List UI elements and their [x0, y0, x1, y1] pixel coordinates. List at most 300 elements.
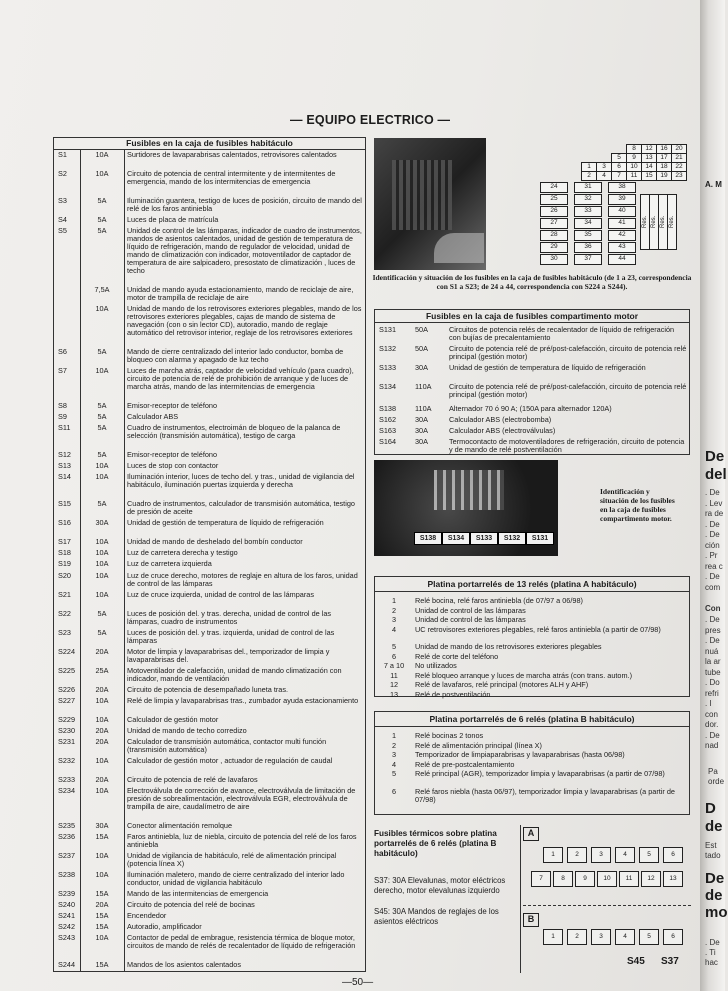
fuse-row	[54, 591, 365, 607]
fuse-id: S17	[58, 537, 71, 547]
fuse-number: 26	[540, 206, 568, 217]
fuse-description: Unidad de mando de los retrovisores exteriores plegables, mando de los retrovisores exteriores plegables, cajas de mando de sistema de navegación (con o sin lector CD), autoradio, mando de reglaje automático del retrovisor interior, reglaje de los retrovisores exteriores	[127, 304, 362, 338]
relay-number: 7 a 10	[383, 661, 405, 670]
relay-description: Relé bocinas 2 tonos	[415, 731, 484, 740]
relay-b-table	[374, 711, 690, 815]
fuse-id: S163	[379, 426, 397, 435]
relay-description: Unidad de mando de los retrovisores exteriores plegables	[415, 642, 602, 651]
relay-slot-a: 7	[531, 871, 551, 887]
fuse-id: S13	[58, 461, 71, 471]
fuse-id: S231	[58, 736, 76, 746]
motor-fuse-label: S133	[470, 532, 498, 545]
fuse-number: 24	[540, 182, 568, 193]
fuse-number: 41	[608, 218, 636, 229]
relay-slot-a: 13	[663, 871, 683, 887]
fuse-id: S2	[58, 169, 67, 178]
fuse-row	[54, 610, 365, 626]
fuse-amperage: 30A	[415, 415, 428, 424]
fuse-id: S235	[58, 820, 76, 830]
fuse-number: 36	[574, 242, 602, 253]
relay-slot-a: 1	[543, 847, 563, 863]
fuse-description: Circuitos de potencia relés de recalentador de líquido de refrigeración con bujías de precalentamiento	[449, 325, 675, 342]
fuse-number: 3	[596, 162, 612, 172]
fuse-id: S14	[58, 472, 71, 482]
relay-number: 1	[391, 596, 397, 605]
fuse-description: Circuito de potencia del relé de bocinas	[127, 899, 255, 909]
fuse-description: Surtidores de lavaparabrisas calentados, retrovisores calentados	[127, 150, 337, 159]
fuse-description: Calculador ABS	[127, 412, 179, 422]
fuse-description: Luces de posición del. y tras. izquierda, unidad de control de las lámparas	[127, 627, 335, 645]
fuse-amperage: 20A	[95, 899, 109, 909]
fuse-description: Calculador de gestión motor , actuador de regulación de caudal	[127, 755, 333, 765]
fuse-amperage: 5A	[97, 226, 107, 236]
next-page-line: com	[705, 582, 721, 592]
relay-number: 12	[389, 680, 399, 689]
relay-description: Temporizador de limpiaparabrisas y lavaparabrisas (hasta 06/98)	[415, 750, 625, 759]
fuse-id: S22	[58, 608, 71, 618]
fuse-description: Calculador ABS (electroválvulas)	[449, 426, 556, 435]
relay-slot-a: 12	[641, 871, 661, 887]
fuse-id: S21	[58, 589, 71, 599]
next-page-line: . De	[705, 636, 720, 645]
fuse-description: Circuito de potencia de desempañado luneta tras.	[127, 684, 289, 694]
fuse-description: Circuito de potencia relé de pré/post-calefacción, circuito de potencia relé principal (gestión motor)	[449, 382, 687, 399]
relay-slot-a: 8	[553, 871, 573, 887]
fuse-row	[54, 216, 365, 224]
fuse-amperage: 110A	[415, 404, 432, 413]
fuse-amperage: 15A	[95, 960, 109, 969]
fuse-amperage: 30A	[415, 363, 428, 372]
fuse-number: 20	[671, 144, 687, 154]
fuse-number: 2	[581, 171, 597, 181]
fuse-amperage: 5A	[97, 450, 107, 460]
fuse-number: 38	[608, 182, 636, 193]
fuse-number: 7	[611, 171, 627, 181]
fuse-id: S6	[58, 347, 67, 357]
next-page-line: . De	[705, 519, 720, 529]
fuse-row	[54, 424, 365, 448]
fuse-amperage: 5A	[97, 215, 107, 225]
reserve-slot: Res.	[649, 194, 659, 250]
relay-description: Relé faros niebla (hasta 06/97), temporizador limpia y lavaparabrisas (a partir de 07/98)	[415, 786, 675, 804]
fuse-id: S233	[58, 774, 76, 784]
relay-slot-b: 2	[567, 929, 587, 945]
fuse-row	[54, 686, 365, 694]
next-page-line: . Do	[705, 678, 720, 687]
fuse-row	[54, 716, 365, 724]
fuse-row	[54, 727, 365, 735]
fuse-row	[54, 197, 365, 213]
relay-description: Unidad de control de las lámparas	[415, 615, 526, 624]
cabin-fuse-table-header: Fusibles en la caja de fusibles habitáculo	[54, 138, 365, 150]
fuse-amperage: 110A	[415, 382, 432, 391]
fuse-row	[54, 560, 365, 568]
fuse-number: 13	[641, 153, 657, 163]
next-page-line: . De	[705, 488, 720, 497]
fuse-id: S132	[379, 344, 397, 353]
fuse-amperage: 5A	[97, 423, 107, 433]
relay-number: 3	[391, 750, 397, 759]
fuse-number: 22	[671, 162, 687, 172]
motor-fuse-label: S134	[442, 532, 470, 545]
next-page-line: . De	[705, 938, 720, 947]
fuse-description: Calculador de gestión motor	[127, 714, 219, 724]
fuse-amperage: 10A	[95, 714, 109, 724]
motor-fuse-label: S131	[526, 532, 554, 545]
next-page-line: ción	[705, 540, 720, 550]
fuse-amperage: 25A	[95, 665, 109, 675]
next-page-heading: de	[705, 887, 723, 904]
fuse-description: Calculador ABS (electrobomba)	[449, 415, 552, 424]
fuse-amperage: 7,5A	[94, 285, 110, 295]
next-page-line: nad	[705, 741, 719, 750]
fuse-number: 12	[641, 144, 657, 154]
fuse-id: S9	[58, 412, 67, 422]
fuse-amperage: 10A	[95, 850, 109, 860]
fusebox-caption: Identificación y situación de los fusibles en la caja de fusibles habitáculo (de 1 a 23, correspondencia con S1 a S23; de 24 a 44, correspondencia con S224 a S244).	[372, 273, 692, 291]
fuse-number: 39	[608, 194, 636, 205]
next-page-line: . De	[705, 530, 720, 539]
fuse-number: 34	[574, 218, 602, 229]
thermal-line: S37: 30A Elevalunas, motor eléctricos derecho, motor elevalunas izquierdo	[374, 876, 506, 895]
fuse-id: S15	[58, 499, 71, 509]
fuse-description: Circuito de potencia de central intermitente y de intermitentes de emergencia, mando de los intermitencias de emergencia	[127, 169, 336, 186]
fuse-amperage: 30A	[95, 820, 109, 830]
next-page-line: la ar	[705, 657, 721, 666]
fuse-number: 17	[656, 153, 672, 163]
fuse-id: S226	[58, 684, 76, 694]
fuse-row	[54, 402, 365, 410]
fuse-row	[54, 519, 365, 535]
fuse-amperage: 10A	[95, 933, 109, 942]
next-page-line: dor.	[705, 720, 719, 729]
fuse-amperage: 10A	[95, 150, 109, 159]
fuse-row	[54, 413, 365, 421]
fuse-number: 43	[608, 242, 636, 253]
fuse-number: 42	[608, 230, 636, 241]
next-page-heading: De	[705, 448, 725, 465]
relay-description: Relé de pre-postcalentamiento	[415, 759, 515, 769]
next-page-heading: De	[705, 870, 725, 887]
fuse-id: S225	[58, 665, 76, 675]
fuse-row	[54, 451, 365, 459]
fuse-number: 16	[656, 144, 672, 154]
relay-number: 5	[391, 769, 397, 778]
relay-slot-b: 4	[615, 929, 635, 945]
fuse-row	[54, 934, 365, 958]
fuse-amperage: 5A	[97, 608, 107, 618]
relay-slot-a: 9	[575, 871, 595, 887]
fuse-row	[54, 901, 365, 909]
reserve-slot: Res.	[640, 194, 650, 250]
fuse-description: Contactor de pedal de embrague, resistencia térmica de bloque motor, circuitos de mando de relés de recalentador de líquido de refrigeración	[127, 933, 356, 950]
relay-slot-a: 4	[615, 847, 635, 863]
fuse-amperage: 5A	[97, 627, 107, 637]
relay-description: Relé de postventilación	[415, 689, 491, 699]
panel-edge-image	[434, 233, 484, 263]
relay-number: 2	[391, 605, 397, 615]
fuse-id: S18	[58, 548, 71, 558]
fuse-number: 6	[611, 162, 627, 172]
fuse-row	[54, 822, 365, 830]
fuse-description: Unidad de gestión de temperatura de líquido de refrigeración	[449, 363, 646, 372]
next-page-line: hac	[705, 958, 718, 967]
relay-slot-a: 11	[619, 871, 639, 887]
fuse-number: 19	[656, 171, 672, 181]
fuse-amperage: 10A	[95, 169, 109, 178]
next-page-line: nuá	[705, 646, 719, 656]
fuse-description: Alternador 70 ó 90 A; (150A para alternador 120A)	[449, 404, 612, 413]
fuse-description: Unidad de control de las lámparas, indicador de cuadro de instrumentos, mandos de asientos calentados, unidad de gestión de temperatura de líquido de refrigeración, mando de regulador de velocidad, unidad de mando de climatización con indicador, motoventilador de captador de temperatura de aire salpicadero, presostato de climatización , luces de techo	[127, 226, 362, 276]
next-page-heading: de	[705, 818, 723, 835]
fuse-row	[54, 890, 365, 898]
fuse-amperage: 10A	[95, 869, 109, 879]
fuse-number: 15	[641, 171, 657, 181]
fuse-description: Emisor-receptor de teléfono	[127, 450, 218, 460]
fuse-id: S242	[58, 921, 76, 931]
fuse-row	[54, 852, 365, 868]
relay-number: 4	[391, 624, 397, 634]
fuse-amperage: 20A	[95, 725, 109, 735]
fuse-row	[54, 871, 365, 887]
cabin-fusebox-photo	[374, 138, 486, 270]
fuse-id: S131	[379, 325, 397, 334]
fuse-amperage: 10A	[95, 366, 109, 376]
thermal-line: S45: 30A Mandos de reglajes de los asientos eléctricos	[374, 907, 499, 926]
fuse-description: Autoradio, amplificador	[127, 921, 202, 931]
next-page-line: . I	[705, 699, 712, 708]
fuse-amperage: 10A	[95, 755, 109, 765]
fuse-amperage: 50A	[415, 325, 428, 334]
next-page-line: . Lev	[705, 498, 723, 508]
relay-slot-a: 3	[591, 847, 611, 863]
fuse-number: 30	[540, 254, 568, 265]
fuse-row	[54, 833, 365, 849]
next-page-line: pres	[705, 625, 721, 635]
reserve-slot: Res.	[658, 194, 668, 250]
relay-description: Relé principal (AGR), temporizador limpia y lavaparabrisas (a partir de 07/98)	[415, 769, 665, 778]
fuse-row	[54, 629, 365, 645]
relay-a-table	[374, 576, 690, 697]
next-page-heading: mo	[705, 904, 728, 921]
fuse-description: Encendedor	[127, 910, 167, 920]
relay-slot-b: 1	[543, 929, 563, 945]
fuse-number: 11	[626, 171, 642, 181]
platina-a-label: A	[523, 827, 539, 841]
fuse-id: S224	[58, 646, 76, 656]
relay-description: Relé bloqueo arranque y luces de marcha atrás (con trans. autom.)	[415, 670, 632, 680]
fuse-amperage: 10A	[95, 570, 109, 580]
relay-slot-a: 6	[663, 847, 683, 863]
fuse-amperage: 30A	[415, 426, 428, 435]
fuse-number: 21	[671, 153, 687, 163]
relay-slot-b: 5	[639, 929, 659, 945]
fuse-number: 9	[626, 153, 642, 163]
relay-number: 2	[391, 740, 397, 750]
fuse-row	[54, 961, 365, 969]
fuse-id: S229	[58, 714, 76, 724]
relay-slot-a: 2	[567, 847, 587, 863]
next-page-line: . De	[705, 730, 720, 740]
next-page-line: tube	[705, 667, 721, 677]
fuse-description: Luz de cruce derecho, motores de reglaje en altura de los faros, unidad de control de las lámparas	[127, 570, 358, 588]
fuse-description: Luz de carretera izquierda	[127, 559, 212, 569]
fuse-amperage: 10A	[95, 548, 109, 558]
fuse-number: 33	[574, 206, 602, 217]
fuse-number: 27	[540, 218, 568, 229]
relay-slot-a: 5	[639, 847, 659, 863]
fuse-description: Circuito de potencia relé de pré/post-calefacción, circuito de potencia relé principal (gestión motor)	[449, 344, 687, 361]
next-page-line: . Ti	[705, 948, 716, 957]
next-page-marker: A. M	[705, 180, 722, 189]
platina-b-label: B	[523, 913, 539, 927]
next-page-line: rea c	[705, 561, 723, 571]
fuse-id: S240	[58, 899, 76, 909]
fuse-amperage: 5A	[97, 401, 107, 411]
relay-description: UC retrovisores exteriores plegables, relé faros antiniebla (a partir de 07/98)	[415, 624, 661, 634]
fuse-id: S8	[58, 401, 67, 411]
relay-description: Unidad de control de las lámparas	[415, 605, 526, 615]
relay-a-header: Platina portarrelés de 13 relés (platina A habitáculo)	[375, 577, 689, 592]
fuse-id: S23	[58, 627, 71, 637]
next-page-heading: D	[705, 800, 716, 817]
fuse-description: Emisor-receptor de teléfono	[127, 401, 218, 411]
relay-description: Relé de alimentación principal (línea X)	[415, 740, 542, 750]
fuse-description: Iluminación interior, luces de techo del. y tras., unidad de vigilancia del habitáculo, iluminación puertas izquierda y derecha	[127, 472, 355, 490]
fuse-id: S134	[379, 382, 397, 391]
fuse-description: Mandos de los asientos calentados	[127, 960, 241, 969]
next-page-line: . De	[705, 572, 720, 581]
fuse-amperage: 5A	[97, 412, 107, 422]
fuse-description: Circuito de potencia de relé de lavafaros	[127, 774, 258, 784]
next-page-line: refri	[705, 688, 719, 698]
fuse-description: Calculador de transmisión automática, contactor multi función (transmisión automática)	[127, 736, 327, 754]
fuse-row	[54, 787, 365, 819]
fuse-amperage: 15A	[95, 921, 109, 931]
fuse-amperage: 5A	[97, 347, 107, 357]
fuse-row	[54, 170, 365, 194]
next-page-heading: del	[705, 466, 727, 483]
fuse-id: S1	[58, 150, 67, 159]
next-page-line: . Pr	[705, 551, 718, 560]
fuse-row	[54, 305, 365, 345]
fuse-row	[54, 667, 365, 683]
relay-description: No utilizados	[415, 661, 457, 670]
next-page-subheading: Con	[705, 604, 721, 613]
fuse-id: S227	[58, 695, 76, 705]
fuse-id: S234	[58, 785, 76, 795]
relay-number: 6	[391, 651, 397, 661]
fuse-row	[54, 348, 365, 364]
next-page-line: con	[705, 709, 718, 719]
fuse-number: 18	[656, 162, 672, 172]
fuse-description: Motor de limpia y lavaparabrisas del., temporizador de limpia y lavaparabrisas del.	[127, 646, 330, 664]
fuse-id: S232	[58, 755, 76, 765]
thermal-fuse-label: S37	[661, 956, 679, 967]
relay-number: 4	[391, 759, 397, 769]
fuse-number: 44	[608, 254, 636, 265]
fuse-row	[54, 757, 365, 773]
fuse-description: Electroválvula de corrección de avance, electroválvula de limitación de presión de sobrealimentación, electroválvula EGR, electroválvula de trampilla de aire, caudalímetro de aire	[127, 785, 356, 811]
motor-photo-caption: Identificación y situación de los fusibles en la caja de fusibles compartimento motor.	[600, 487, 675, 523]
fuse-number: 35	[574, 230, 602, 241]
fuse-amperage: 10A	[95, 472, 109, 482]
fuse-id: S4	[58, 215, 67, 225]
next-page-line: Est	[705, 841, 717, 850]
fuse-number: 1	[581, 162, 597, 172]
fuse-row	[54, 697, 365, 713]
fuse-amperage: 10A	[95, 461, 109, 471]
motor-fusebox-photo	[374, 460, 558, 556]
motor-fuse-label: S138	[414, 532, 442, 545]
fuse-amperage: 20A	[95, 684, 109, 694]
fuse-amperage: 10A	[95, 785, 109, 795]
next-page-line: . De	[705, 615, 720, 624]
fuse-row	[54, 286, 365, 302]
relay-platinas-diagram	[520, 825, 693, 973]
fuse-description: Motoventilador de calefacción, unidad de mando climatización con indicador, mando de ventilación	[127, 665, 342, 683]
fuse-description: Luces de placa de matrícula	[127, 215, 219, 225]
fuse-amperage: 10A	[95, 537, 109, 547]
fuse-number: 14	[641, 162, 657, 172]
fuse-amperage: 5A	[97, 499, 107, 509]
relay-number: 11	[390, 670, 398, 680]
fuse-number: 32	[574, 194, 602, 205]
fuse-id: S19	[58, 559, 71, 569]
fuse-number: 10	[626, 162, 642, 172]
fuse-amperage: 50A	[415, 344, 428, 353]
fuse-row	[54, 776, 365, 784]
fuse-description: Luces de posición del. y tras. derecha, unidad de control de las lámparas, cuadro de instrumentos	[127, 608, 332, 626]
cabin-fuse-table	[53, 137, 366, 972]
fuse-number: 5	[611, 153, 627, 163]
fuse-row	[54, 538, 365, 546]
separator-line	[523, 905, 691, 906]
fuse-description: Unidad de mando ayuda estacionamiento, mando de reciclaje de aire, motor de trampilla de reciclaje de aire	[127, 285, 354, 303]
fuse-row	[54, 738, 365, 754]
fuse-number: 31	[574, 182, 602, 193]
fuse-id: S243	[58, 933, 76, 942]
fuse-row	[54, 462, 365, 470]
fuse-description: Iluminación guantera, testigo de luces de posición, circuito de mando del relé de los faros antiniebla	[127, 196, 362, 213]
fuse-number: 29	[540, 242, 568, 253]
fuse-amperage: 15A	[95, 910, 109, 920]
fuse-id: S133	[379, 363, 397, 372]
fuse-row	[54, 227, 365, 283]
fuse-amperage: 15A	[95, 888, 109, 898]
fuse-array-image	[392, 160, 452, 230]
fusebox-diagram	[486, 138, 688, 272]
fuse-description: Relé de limpia y lavaparabrisas tras., zumbador ayuda estacionamiento	[127, 695, 359, 705]
fuse-row	[54, 923, 365, 931]
fuse-amperage: 20A	[95, 646, 109, 656]
fuse-id: S5	[58, 226, 67, 236]
fuse-description: Unidad de vigilancia de habitáculo, relé de alimentación principal (potencia línea X)	[127, 850, 337, 868]
fuse-amperage: 10A	[95, 304, 109, 314]
next-page-line: orde	[708, 777, 725, 786]
relay-number: 13	[389, 689, 399, 699]
relay-slot-b: 6	[663, 929, 683, 945]
relay-description: Relé bocina, relé faros antiniebla (de 07/97 a 06/98)	[415, 596, 583, 605]
fuse-description: Cuadro de instrumentos, calculador de transmisión automática, testigo de presión de aceite	[127, 499, 355, 517]
page-title: — EQUIPO ELECTRICO —	[290, 113, 451, 127]
fuse-description: Mando de las intermitencias de emergencia	[127, 888, 269, 898]
fuse-description: Faros antiniebla, luz de niebla, circuito de potencia del relé de los faros antiniebla	[127, 831, 357, 849]
fuse-id: S16	[58, 518, 71, 528]
relay-description: Relé de corte del teléfono	[415, 651, 499, 661]
fuse-id: S237	[58, 850, 76, 860]
motor-fuse-table-header: Fusibles en la caja de fusibles compartimento motor	[375, 310, 689, 323]
